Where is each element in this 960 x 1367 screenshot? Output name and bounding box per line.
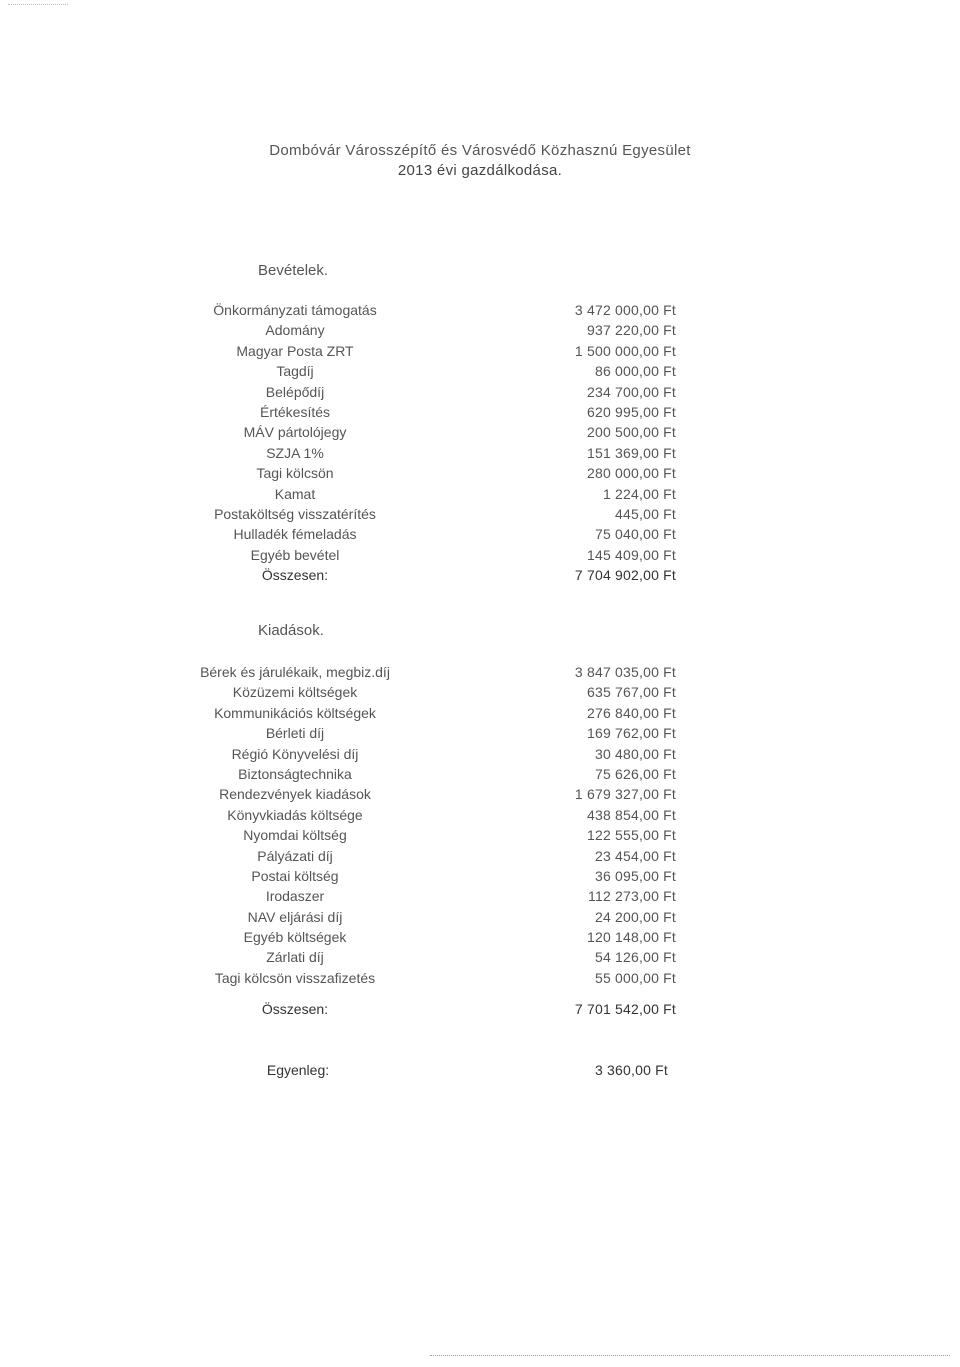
expense-row [0, 725, 960, 745]
income-total-value: 7 704 902,00 Ft [574, 567, 676, 584]
income-value: 145 409,00 Ft [587, 546, 676, 563]
income-row [0, 404, 960, 424]
expense-value: 55 000,00 Ft [594, 969, 676, 986]
income-value: 3 472 000,00 Ft [574, 302, 676, 318]
expense-label: Bérek és járulékaik, megbiz.díj [200, 664, 390, 680]
expense-row [0, 786, 960, 806]
expense-row [0, 664, 960, 684]
expense-label: Irodaszer [265, 888, 325, 905]
income-row [0, 302, 960, 322]
income-value: 200 500,00 Ft [587, 424, 676, 441]
income-value: 86 000,00 Ft [594, 363, 676, 380]
expense-label: Biztonságtechnika [238, 765, 352, 782]
income-value: 1 500 000,00 Ft [574, 342, 676, 359]
expense-value: 30 480,00 Ft [594, 745, 676, 762]
income-heading: Bevételek. [258, 262, 329, 279]
income-label: Értékesítés [259, 403, 331, 420]
income-value: 280 000,00 Ft [587, 465, 676, 482]
income-label: MÁV pártolójegy [243, 424, 347, 441]
expense-label: NAV eljárási díj [247, 908, 343, 925]
scan-artifact-top [8, 4, 68, 5]
expense-value: 112 273,00 Ft [588, 888, 676, 905]
expense-label: Postai költség [251, 867, 339, 884]
income-row [0, 547, 960, 567]
income-row [0, 343, 960, 363]
expense-label: Közüzemi költségek [232, 684, 358, 701]
expense-row [0, 970, 960, 990]
expense-label: Bérleti díj [265, 725, 325, 742]
income-value: 620 995,00 Ft [587, 403, 676, 420]
income-label: Adomány [265, 322, 325, 339]
expense-label: Régió Könyvelési díj [231, 745, 359, 762]
expense-row [0, 746, 960, 766]
income-value: 75 040,00 Ft [594, 526, 676, 543]
income-row [0, 486, 960, 506]
expense-value: 438 854,00 Ft [587, 806, 676, 823]
document-subtitle: 2013 évi gazdálkodása. [397, 162, 563, 179]
expense-value: 122 555,00 Ft [587, 827, 676, 844]
income-label: Hulladék fémeladás [233, 526, 357, 543]
scan-artifact-bottom [430, 1355, 950, 1356]
income-row [0, 363, 960, 383]
expense-row [0, 848, 960, 868]
expense-value: 75 626,00 Ft [594, 765, 676, 782]
expense-value: 24 200,00 Ft [594, 908, 676, 925]
expense-value: 54 126,00 Ft [594, 949, 676, 966]
balance-row [0, 1062, 960, 1082]
income-label: Önkormányzati támogatás [213, 302, 377, 318]
expense-label: Egyéb költségek [243, 929, 347, 946]
expense-row [0, 909, 960, 929]
expenses-total-value: 7 701 542,00 Ft [574, 1001, 676, 1017]
income-row [0, 526, 960, 546]
expenses-total-label: Összesen: [261, 1001, 329, 1017]
income-label: Tagi kölcsön [256, 465, 334, 482]
income-label: Kamat [274, 485, 316, 502]
income-row [0, 465, 960, 485]
balance-value: 3 360,00 Ft [594, 1062, 668, 1078]
balance-label: Egyenleg: [266, 1062, 330, 1078]
expense-value: 3 847 035,00 Ft [574, 664, 676, 680]
expense-label: Rendezvények kiadások [219, 786, 371, 803]
income-row [0, 445, 960, 465]
expense-row [0, 684, 960, 704]
expenses-heading: Kiadások. [258, 622, 324, 639]
expense-value: 635 767,00 Ft [587, 684, 676, 701]
income-value: 937 220,00 Ft [587, 322, 676, 339]
income-value: 234 700,00 Ft [587, 383, 676, 400]
income-row [0, 506, 960, 526]
income-label: Magyar Posta ZRT [236, 342, 354, 359]
income-row [0, 322, 960, 342]
expense-row [0, 868, 960, 888]
expense-label: Zárlati díj [266, 949, 324, 966]
expense-label: Kommunikációs költségek [214, 704, 376, 721]
income-total-row [0, 567, 960, 587]
income-row [0, 424, 960, 444]
expense-row [0, 705, 960, 725]
income-row [0, 384, 960, 404]
expenses-total-row [0, 1001, 960, 1021]
income-label: Postaköltség visszatérítés [214, 505, 376, 522]
expense-value: 1 679 327,00 Ft [574, 786, 676, 803]
balance-section [0, 1062, 960, 1082]
income-value: 1 224,00 Ft [602, 485, 676, 502]
expense-row [0, 807, 960, 827]
expense-label: Nyomdai költség [243, 827, 347, 844]
expense-label: Pályázati díj [257, 847, 333, 864]
income-label: Tagdíj [276, 363, 314, 380]
income-label: SZJA 1% [266, 444, 324, 461]
expense-value: 36 095,00 Ft [594, 867, 676, 884]
income-label: Egyéb bevétel [250, 546, 340, 563]
expenses-total [0, 1001, 960, 1021]
expense-value: 120 148,00 Ft [587, 929, 676, 946]
expense-row [0, 766, 960, 786]
expense-value: 23 454,00 Ft [594, 847, 676, 864]
expense-row [0, 949, 960, 969]
income-table [0, 302, 960, 587]
document-title: Dombóvár Városszépítő és Városvédő Közhasznú Egyesület [269, 142, 691, 159]
income-total-label: Összesen: [261, 567, 329, 584]
income-label: Belépődíj [265, 383, 325, 400]
expense-row [0, 827, 960, 847]
income-value: 151 369,00 Ft [587, 444, 676, 461]
expense-value: 169 762,00 Ft [587, 725, 676, 742]
expense-row [0, 929, 960, 949]
expense-label: Tagi kölcsön visszafizetés [214, 969, 376, 986]
expense-value: 276 840,00 Ft [587, 704, 676, 721]
expenses-table [0, 664, 960, 990]
expense-row [0, 888, 960, 908]
income-value: 445,00 Ft [615, 505, 676, 522]
expense-label: Könyvkiadás költsége [227, 806, 363, 823]
